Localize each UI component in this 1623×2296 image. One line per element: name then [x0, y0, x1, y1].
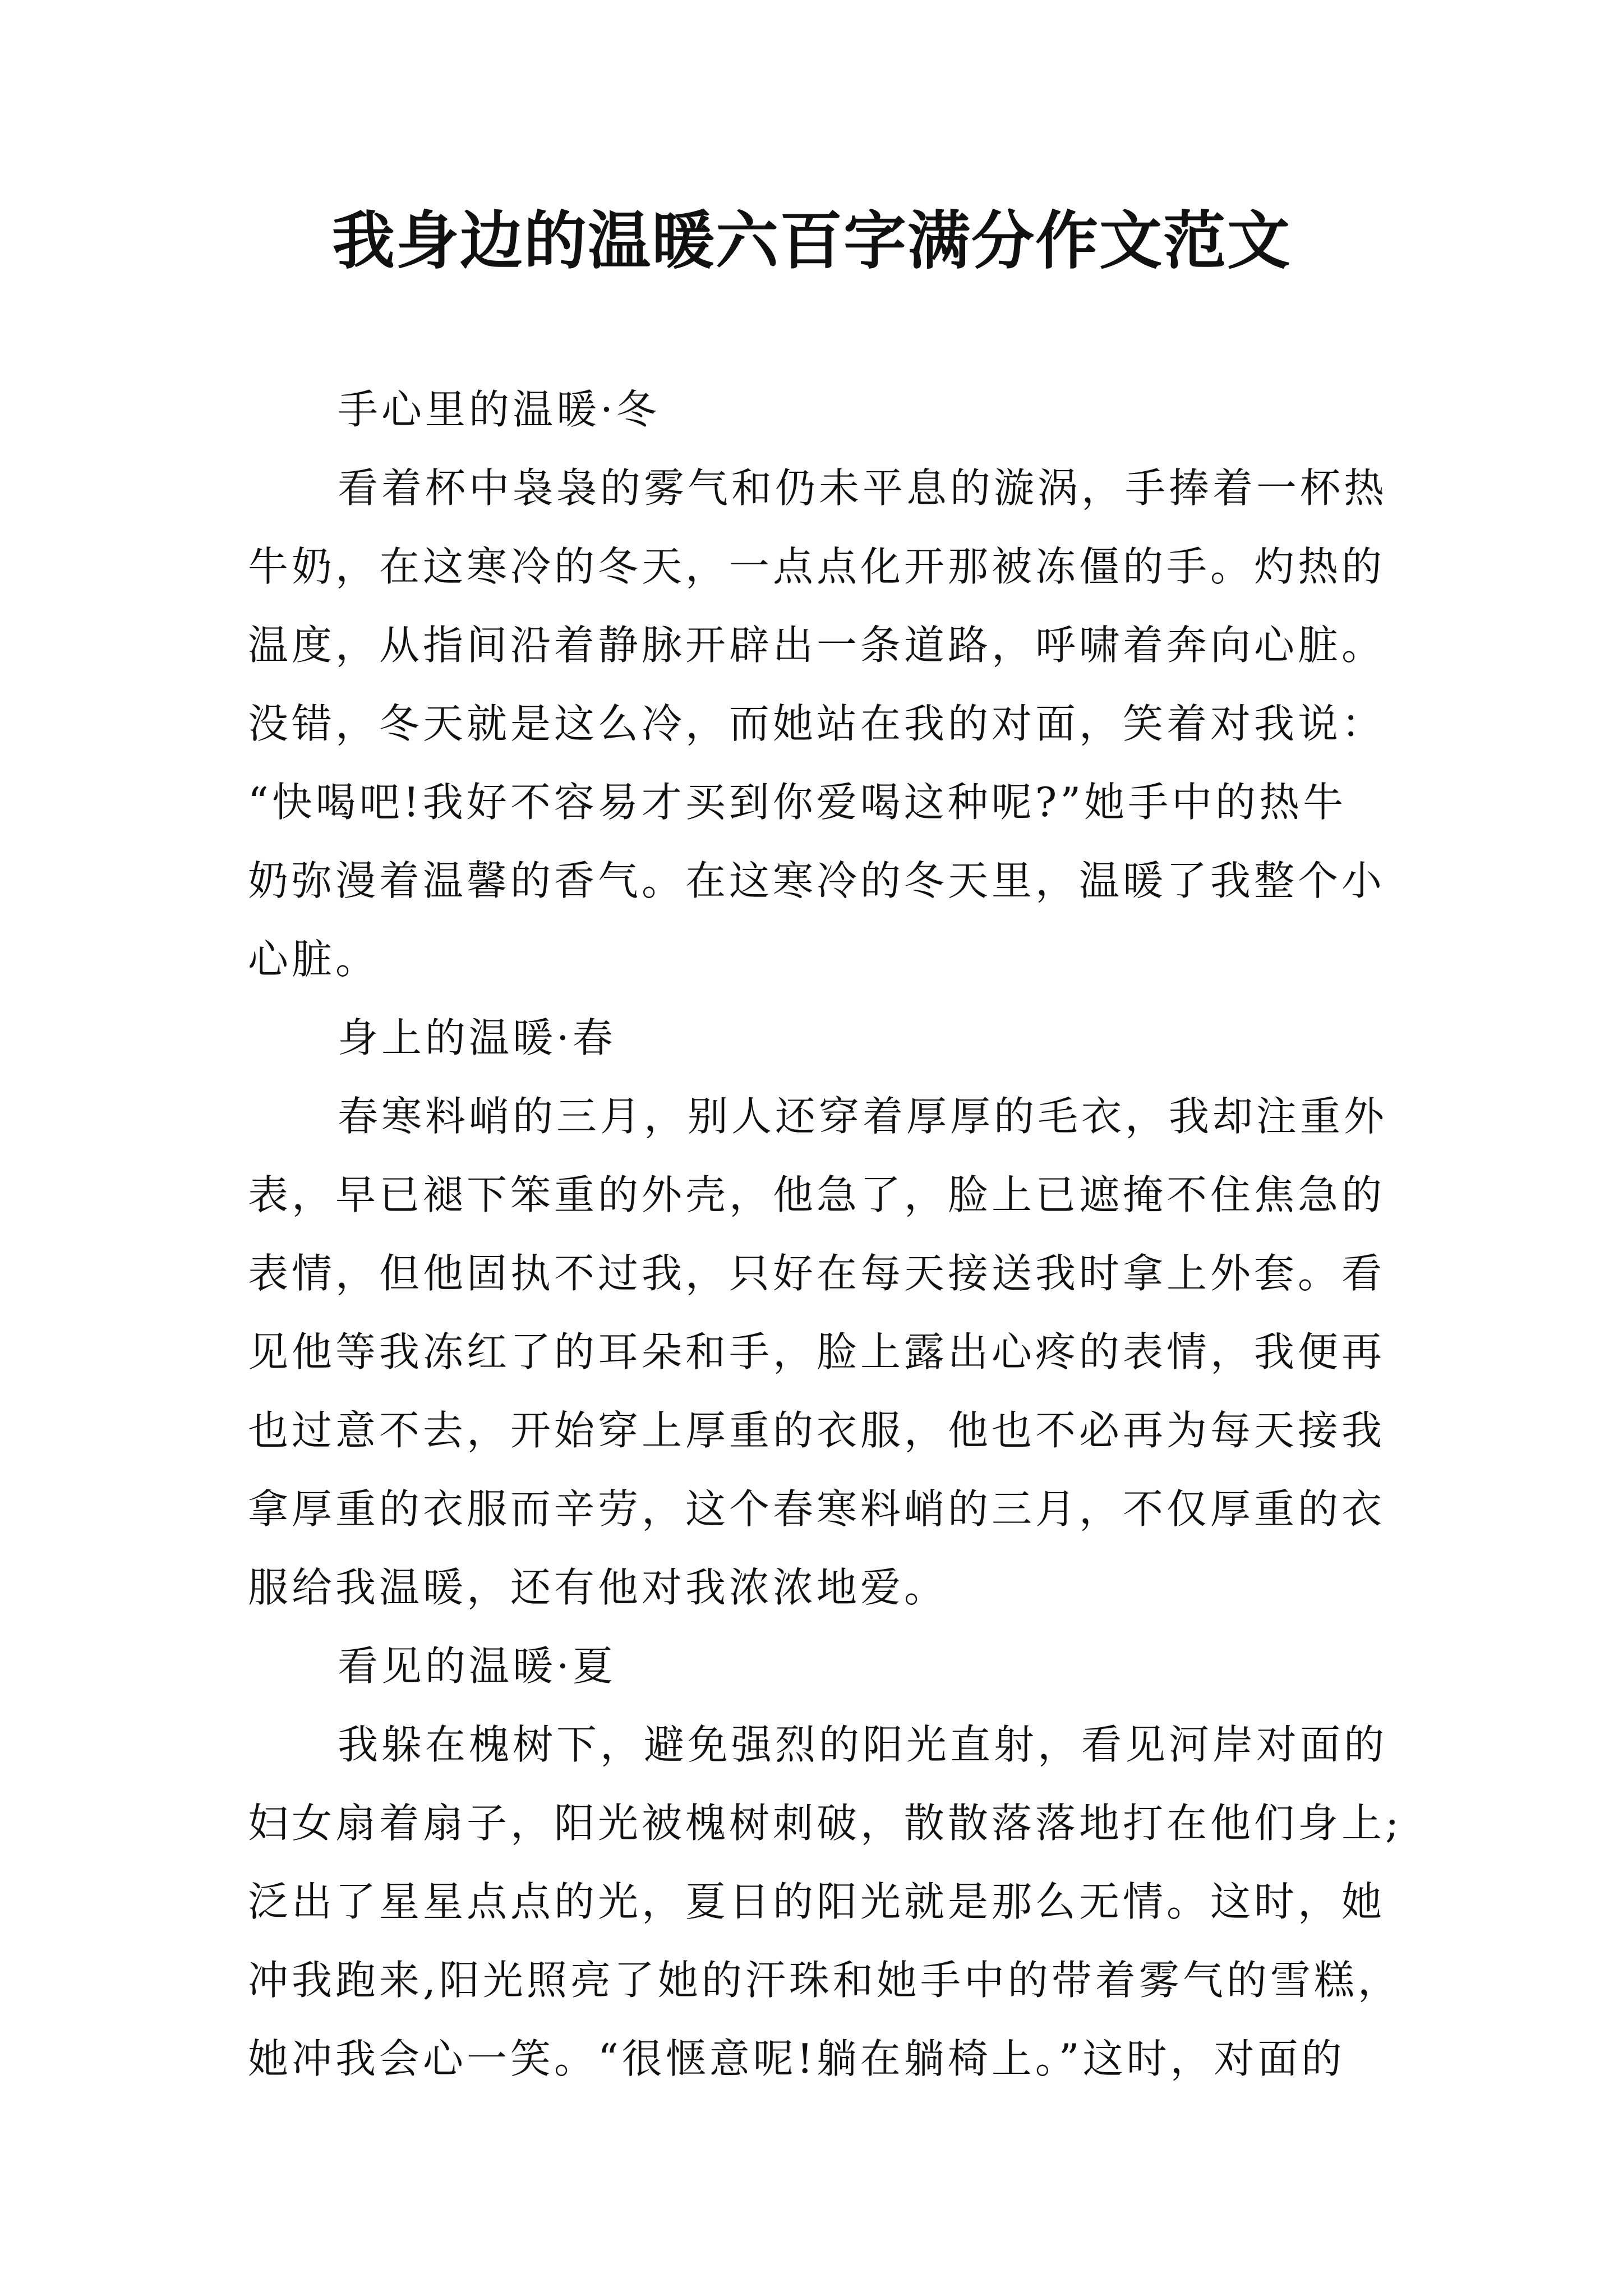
paragraph-line: 牛奶，在这寒冷的冬天，一点点化开那被冻僵的手。灼热的: [248, 543, 1386, 590]
paragraph-line: 看着杯中袅袅的雾气和仍未平息的漩涡，手捧着一杯热: [338, 464, 1388, 512]
paragraph-line: 表情，但他固执不过我，只好在每天接送我时拿上外套。看: [248, 1250, 1386, 1297]
paragraph-line: 也过意不去，开始穿上厚重的衣服，他也不必再为每天接我: [248, 1407, 1386, 1454]
section-heading-winter: 手心里的温暖·冬: [338, 386, 660, 433]
paragraph-line: 泛出了星星点点的光，夏日的阳光就是那么无情。这时，她: [248, 1878, 1386, 1925]
section-heading-spring: 身上的温暖·春: [338, 1014, 616, 1061]
paragraph-line: 妇女扇着扇子，阳光被槐树刺破，散散落落地打在他们身上;: [248, 1800, 1403, 1847]
paragraph-line: 温度，从指间沿着静脉开辟出一条道路，呼啸着奔向心脏。: [248, 622, 1386, 669]
paragraph-line: “快喝吧!我好不容易才买到你爱喝这种呢?”她手中的热牛: [248, 779, 1347, 826]
paragraph-line: 冲我跑来,阳光照亮了她的汗珠和她手中的带着雾气的雪糕，: [248, 1957, 1401, 2004]
paragraph-line: 我躲在槐树下，避免强烈的阳光直射，看见河岸对面的: [338, 1721, 1388, 1768]
paragraph-line: 见他等我冻红了的耳朵和手，脸上露出心疼的表情，我便再: [248, 1328, 1386, 1375]
paragraph-line: 没错，冬天就是这么冷，而她站在我的对面，笑着对我说：: [248, 700, 1386, 747]
essay-body: [248, 370, 1403, 2098]
page-title: 我身边的温暖六百字满分作文范文: [332, 205, 1291, 278]
paragraph-line: 奶弥漫着温馨的香气。在这寒冷的冬天里，温暖了我整个小: [248, 857, 1386, 904]
paragraph-line: 春寒料峭的三月，别人还穿着厚厚的毛衣，我却注重外: [338, 1093, 1388, 1140]
paragraph-line: 拿厚重的衣服而辛劳，这个春寒料峭的三月，不仅厚重的衣: [248, 1485, 1386, 1533]
section-heading-summer: 看见的温暖·夏: [338, 1642, 616, 1690]
paragraph-line: 表，早已褪下笨重的外壳，他急了，脸上已遮掩不住焦急的: [248, 1171, 1386, 1218]
paragraph-line: 服给我温暖，还有他对我浓浓地爱。: [248, 1564, 948, 1611]
paragraph-line: 她冲我会心一笑。“很惬意呢!躺在躺椅上。”这时，对面的: [248, 2035, 1345, 2082]
paragraph-line: 心脏。: [248, 936, 380, 983]
